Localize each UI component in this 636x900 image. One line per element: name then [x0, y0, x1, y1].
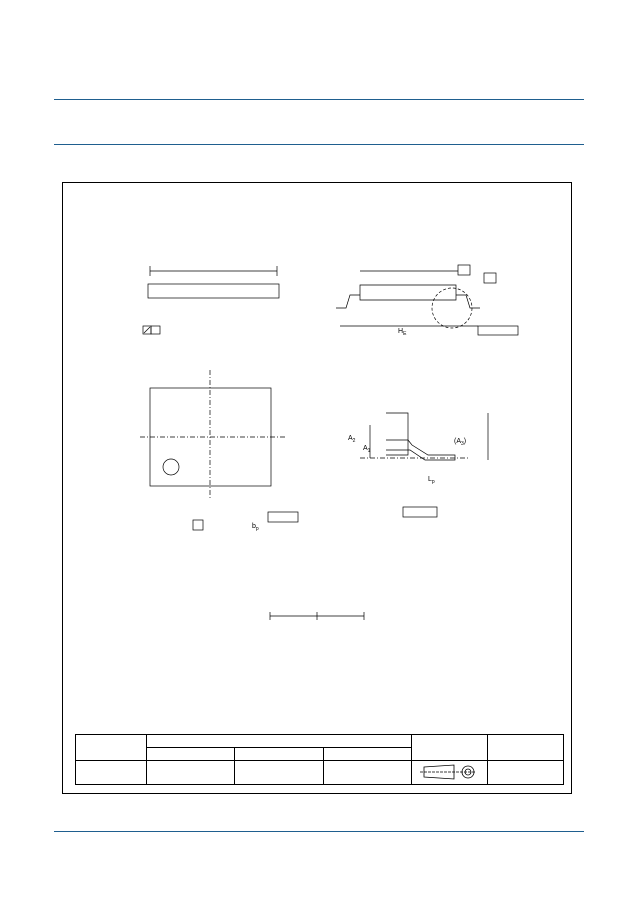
side-view — [143, 266, 279, 334]
dim-HE-label: $H_E$ — [398, 328, 407, 337]
top-view — [140, 370, 298, 532]
iec-header — [147, 748, 235, 761]
outline-version-header — [76, 735, 147, 761]
dim-A2-label: $A_2$ — [348, 435, 356, 444]
detail-x-view — [348, 413, 488, 517]
dim-A1-label: $A_1$ — [363, 445, 371, 454]
iec-value — [147, 761, 235, 785]
projection-symbol — [412, 761, 488, 785]
jeita-value — [323, 761, 411, 785]
footer-rule — [54, 831, 584, 832]
issue-date-header — [488, 735, 564, 761]
outline-version-value — [76, 761, 147, 785]
jedec-header — [235, 748, 323, 761]
scale-bar — [270, 612, 364, 620]
jedec-value — [235, 761, 323, 785]
references-header — [147, 735, 412, 748]
dim-Lp-label: $L_p$ — [428, 476, 435, 485]
end-view — [336, 265, 518, 337]
projection-icon — [420, 763, 480, 781]
dim-bp-label: $b_p$ — [252, 523, 259, 532]
issue-date-value — [488, 761, 564, 785]
references-table — [75, 734, 564, 785]
dim-A3-label: $(A_3)$ — [454, 438, 467, 447]
projection-header — [412, 735, 488, 761]
jeita-header — [323, 748, 411, 761]
